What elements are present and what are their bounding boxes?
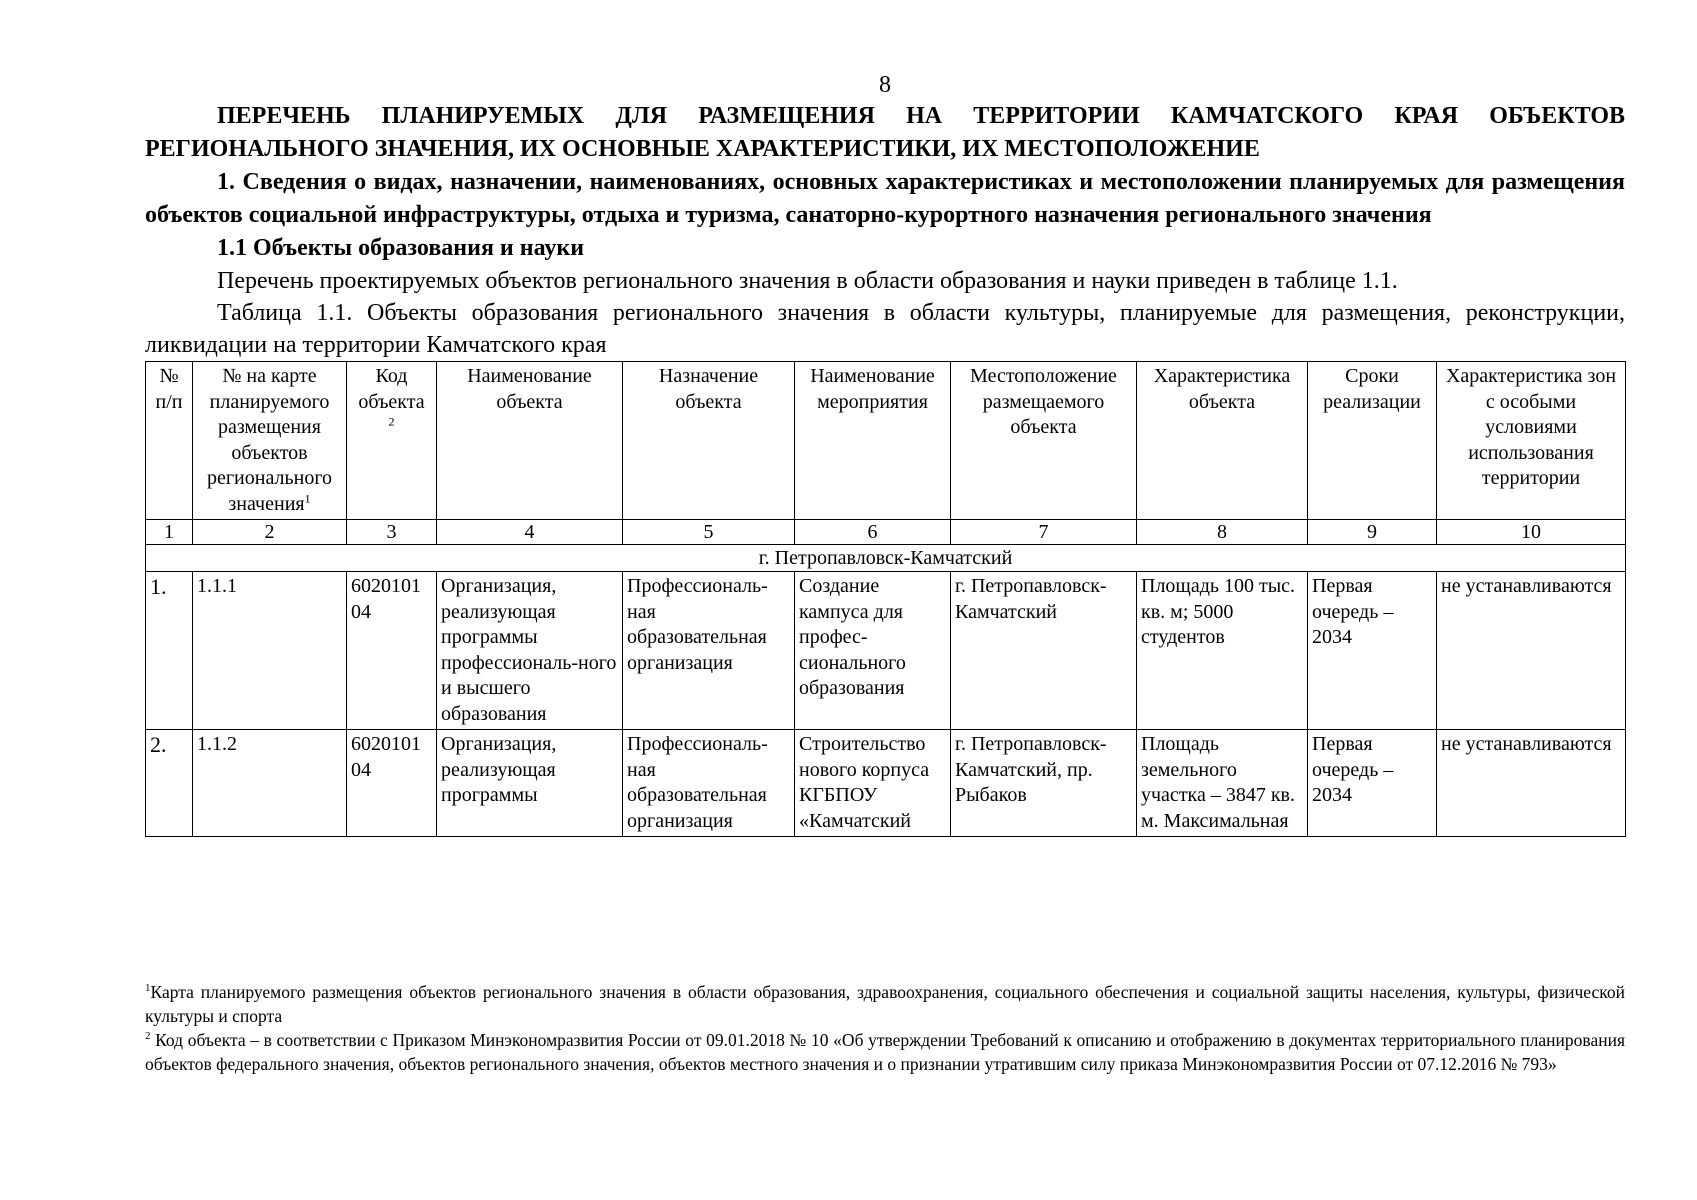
header-label: № п/п	[155, 365, 183, 413]
table-row	[146, 572, 1626, 730]
header-cell-map-number	[193, 362, 347, 520]
row-characteristic: Площадь 100 тыс. кв. м; 5000 студентов	[1137, 572, 1308, 730]
row-map-number: 1.1.2	[193, 730, 347, 837]
header-cell-terms	[1308, 362, 1437, 520]
header-label: Характеристика зон с особыми условиями использования территории	[1445, 365, 1617, 489]
row-purpose: Профессиональ-ная образовательная организация	[623, 572, 795, 730]
header-cell-npp	[146, 362, 193, 520]
document-title: ПЕРЕЧЕНЬ ПЛАНИРУЕМЫХ ДЛЯ РАЗМЕЩЕНИЯ НА ТЕРРИТОРИИ КАМЧАТСКОГО КРАЯ ОБЪЕКТОВ РЕГИОНАЛЬНОГО ЗНАЧЕНИЯ, ИХ ОСНОВНЫЕ ХАРАКТЕРИСТИКИ, ИХ МЕСТОПОЛОЖЕНИЕ	[145, 103, 1625, 162]
header-cell-code	[347, 362, 437, 520]
row-terms: Первая очередь – 2034	[1308, 572, 1437, 730]
header-label: № на карте планируемого размещения объектов регионального значения	[206, 365, 333, 515]
header-label: Наименование объекта	[467, 365, 592, 413]
column-number: 1	[146, 520, 193, 545]
row-code: 6020101 04	[347, 572, 437, 730]
row-purpose: Профессиональ-ная образовательная организация	[623, 730, 795, 837]
header-cell-zones	[1437, 362, 1626, 520]
page-number: 8	[879, 72, 891, 98]
footnote-2-text: Код объекта – в соответствии с Приказом Минэкономразвития России от 09.01.2018 № 10 «Об утверждении Требований к описанию и отображению в документах территориального планирования объектов федерального значения, объектов регионального значения, объектов местного значения и о признании утратившим силу приказа Минэкономразвития России от 07.12.2016 № 793»	[145, 1030, 1625, 1074]
header-cell-location	[951, 362, 1137, 520]
row-code: 6020101 04	[347, 730, 437, 837]
header-label: Назначение объекта	[658, 365, 759, 413]
footnote-1-mark: 1	[145, 982, 151, 995]
header-cell-measure	[795, 362, 951, 520]
row-zones: не устанавливаются	[1437, 572, 1626, 730]
header-cell-characteristic	[1137, 362, 1308, 520]
header-label: Код объекта	[358, 365, 425, 413]
city-group-label: г. Петропавловск-Камчатский	[146, 545, 1626, 572]
row-terms: Первая очередь – 2034	[1308, 730, 1437, 837]
section-heading-1-1: 1.1 Объекты образования и науки	[217, 235, 585, 261]
column-number: 6	[795, 520, 951, 545]
footnote-2-mark: 2	[145, 1030, 151, 1043]
row-index: 2.	[146, 730, 193, 837]
row-name: Организация, реализующая программы профессиональ-ного и высшего образования	[437, 572, 623, 730]
header-cell-purpose	[623, 362, 795, 520]
column-number: 10	[1437, 520, 1626, 545]
row-measure: Создание кампуса для профес-сионального образования	[795, 572, 951, 730]
section-heading-1: 1. Сведения о видах, назначении, наименованиях, основных характеристиках и местоположении планируемых для размещения объектов социальной инфраструктуры, отдыха и туризма, санаторно-курортного назначения регионального значения	[145, 169, 1625, 228]
row-name: Организация, реализующая программы	[437, 730, 623, 837]
footnote-2	[145, 1028, 1625, 1076]
city-group-row	[146, 545, 1626, 572]
row-location: г. Петропавловск-Камчатский, пр. Рыбаков	[951, 730, 1137, 837]
objects-table	[145, 361, 1626, 837]
row-map-number: 1.1.1	[193, 572, 347, 730]
row-characteristic: Площадь земельного участка – 3847 кв. м. Максимальная	[1137, 730, 1308, 837]
header-cell-name	[437, 362, 623, 520]
header-label: Местоположение размещаемого объекта	[970, 365, 1117, 438]
column-number: 3	[347, 520, 437, 545]
column-number: 5	[623, 520, 795, 545]
footnote-1	[145, 980, 1625, 1028]
column-number: 8	[1137, 520, 1308, 545]
row-location: г. Петропавловск-Камчатский	[951, 572, 1137, 730]
column-number-row	[146, 520, 1626, 545]
table-row	[146, 730, 1626, 837]
footnote-ref: 1	[304, 490, 311, 505]
column-number: 7	[951, 520, 1137, 545]
row-index: 1.	[146, 572, 193, 730]
row-measure: Строительство нового корпуса КГБПОУ «Камчатский	[795, 730, 951, 837]
footnotes	[145, 980, 1625, 1076]
header-label: Наименование мероприятия	[810, 365, 935, 413]
footnote-1-text: Карта планируемого размещения объектов регионального значения в области образования, здравоохранения, социального обеспечения и социальной защиты населения, культуры, физической культуры и спорта	[145, 982, 1625, 1026]
table-header-row	[146, 362, 1626, 520]
column-number: 2	[193, 520, 347, 545]
header-label: Сроки реализации	[1323, 365, 1421, 413]
footnote-ref: 2	[388, 414, 395, 429]
column-number: 4	[437, 520, 623, 545]
row-zones: не устанавливаются	[1437, 730, 1626, 837]
intro-paragraph: Перечень проектируемых объектов регионального значения в области образования и науки приведен в таблице 1.1.	[217, 268, 1398, 294]
table-caption: Таблица 1.1. Объекты образования регионального значения в области культуры, планируемые для размещения, реконструкции, ликвидации на территории Камчатского края	[145, 300, 1625, 358]
column-number: 9	[1308, 520, 1437, 545]
header-label: Характеристика объекта	[1153, 365, 1291, 413]
document-page	[145, 70, 1625, 837]
